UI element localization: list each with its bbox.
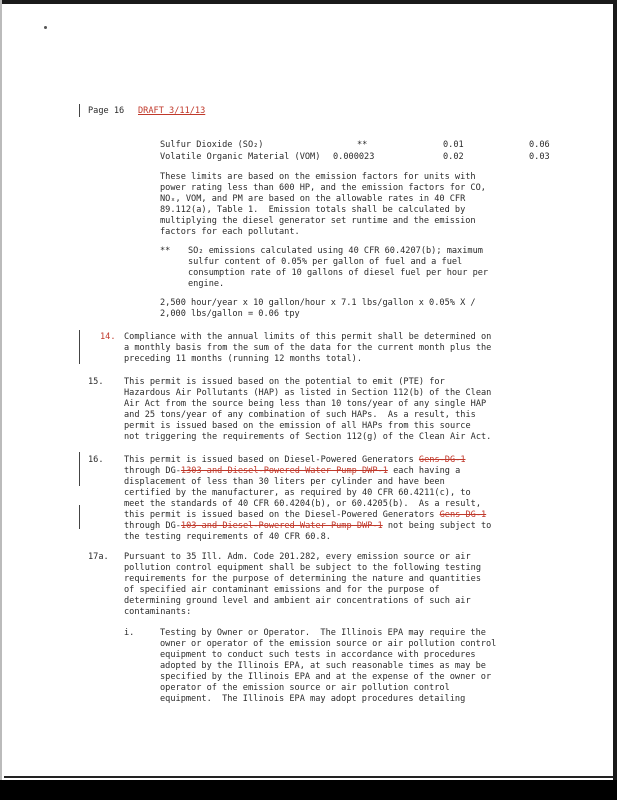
table-row-pollutant: Sulfur Dioxide (SO₂)	[160, 140, 264, 150]
notes-line: These limits are based on the emission factors for units with	[160, 172, 476, 182]
footnote-line: consumption rate of 10 gallons of diesel fuel per hour per	[188, 268, 489, 278]
notes-line: factors for each pollutant.	[160, 227, 300, 237]
subsection-line: equipment to conduct such tests in accordance with procedures	[160, 650, 476, 660]
section-line: This permit is issued based on the potential to emit (PTE) for	[124, 377, 445, 387]
section-number: 15.	[88, 377, 104, 387]
draft-date: DRAFT 3/11/13	[138, 106, 206, 116]
page-number: Page 16	[88, 106, 125, 116]
deleted-text: 103 and Diesel-Powered Water Pump DWP-1	[180, 521, 383, 531]
deleted-text: 1303 and Diesel-Powered Water Pump DWP-1	[180, 466, 388, 476]
section-line: of specified air contaminant emissions and for the purpose of	[124, 585, 440, 595]
section-line: pollution control equipment shall be subject to the following testing	[124, 563, 481, 573]
subsection-line: Testing by Owner or Operator. The Illinois EPA may require the	[160, 628, 486, 638]
revision-bar	[79, 505, 80, 529]
footnote-line: engine.	[188, 279, 225, 289]
scan-edge-bottom-line	[4, 776, 613, 778]
notes-line: multiplying the diesel generator set runtime and the emission	[160, 216, 476, 226]
deleted-text: Gens-DG-1	[418, 455, 466, 465]
section-line: Compliance with the annual limits of this permit shall be determined on	[124, 332, 492, 342]
revision-bar	[79, 330, 80, 364]
section-line	[124, 455, 466, 466]
section-line: determining ground level and ambient air concentrations of such air	[124, 596, 471, 606]
notes-line: NOₓ, VOM, and PM are based on the allowable rates in 40 CFR	[160, 194, 466, 204]
section-line: a monthly basis from the sum of the data for the current month plus the	[124, 343, 492, 353]
section-line: and 25 tons/year of any combination of such HAPs. As a result, this	[124, 410, 476, 420]
subsection-line: specified by the Illinois EPA and at the expense of the owner or	[160, 672, 492, 682]
subsection-line: adopted by the Illinois EPA, at such reasonable times as may be	[160, 661, 486, 671]
section-line: Hazardous Air Pollutants (HAP) as listed in Section 112(b) of the Clean	[124, 388, 492, 398]
revision-bar	[79, 104, 80, 117]
scan-edge-top	[0, 0, 617, 4]
notes-line: 89.112(a), Table 1. Emission totals shall be calculated by	[160, 205, 466, 215]
section-text: through DG-	[124, 466, 181, 476]
section-line: certified by the manufacturer, as required by 40 CFR 60.4211(c), to	[124, 488, 471, 498]
section-text: not being subject to	[382, 521, 492, 531]
section-line: Pursuant to 35 Ill. Adm. Code 201.282, every emission source or air	[124, 552, 471, 562]
subsection-line: owner or operator of the emission source or air pollution control	[160, 639, 497, 649]
scan-edge-right	[613, 0, 617, 800]
notes-line: power rating less than 600 HP, and the emission factors for CO,	[160, 183, 486, 193]
section-line: not triggering the requirements of Section 112(g) of the Clean Air Act.	[124, 432, 492, 442]
section-text: this permit is issued based on the Diesel-Powered Generators	[124, 510, 440, 520]
footnote-line: SO₂ emissions calculated using 40 CFR 60.4207(b); maximum	[188, 246, 483, 256]
subsection-number: i.	[124, 628, 135, 638]
section-line: the testing requirements of 40 CFR 60.8.	[124, 532, 331, 542]
table-row-value: 0.02	[443, 152, 464, 162]
calc-line: 2,000 lbs/gallon = 0.06 tpy	[160, 309, 300, 319]
footnote-line: sulfur content of 0.05% per gallon of fuel and a fuel	[188, 257, 463, 267]
footnote-marker: **	[160, 246, 171, 256]
section-line	[124, 521, 491, 532]
section-line: preceding 11 months (running 12 months total).	[124, 354, 362, 364]
section-line	[124, 466, 460, 477]
section-text: each having a	[387, 466, 461, 476]
section-number: 16.	[88, 455, 104, 465]
table-row-value: 0.000023	[333, 152, 375, 162]
table-row-value: 0.01	[443, 140, 464, 150]
subsection-line: operator of the emission source or air pollution control	[160, 683, 450, 693]
table-row-value: 0.06	[529, 140, 550, 150]
section-line: contaminants:	[124, 607, 192, 617]
scan-speck	[44, 26, 47, 29]
section-line: displacement of less than 30 liters per cylinder and have been	[124, 477, 445, 487]
section-text: through DG-	[124, 521, 181, 531]
section-line: Air Act from the source being less than 10 tons/year of any single HAP	[124, 399, 487, 409]
scan-edge-bottom	[0, 780, 617, 800]
deleted-text: Gens DG-1	[439, 510, 487, 520]
calc-line: 2,500 hour/year x 10 gallon/hour x 7.1 lbs/gallon x 0.05% X /	[160, 298, 476, 308]
section-text: This permit is issued based on Diesel-Powered Generators	[124, 455, 419, 465]
scan-edge-left	[0, 0, 2, 800]
section-line: permit is issued based on the emission of all HAPs from this source	[124, 421, 471, 431]
table-row-value: 0.03	[529, 152, 550, 162]
table-row-value: **	[357, 140, 368, 150]
subsection-line: equipment. The Illinois EPA may adopt procedures detailing	[160, 694, 466, 704]
section-line: meet the standards of 40 CFR 60.4204(b), or 60.4205(b). As a result,	[124, 499, 481, 509]
revision-bar	[79, 452, 80, 486]
section-number: 14.	[100, 332, 116, 342]
table-row-pollutant: Volatile Organic Material (VOM)	[160, 152, 321, 162]
section-line: requirements for the purpose of determining the nature and quantities	[124, 574, 481, 584]
section-line	[124, 510, 486, 521]
section-number: 17a.	[88, 552, 109, 562]
